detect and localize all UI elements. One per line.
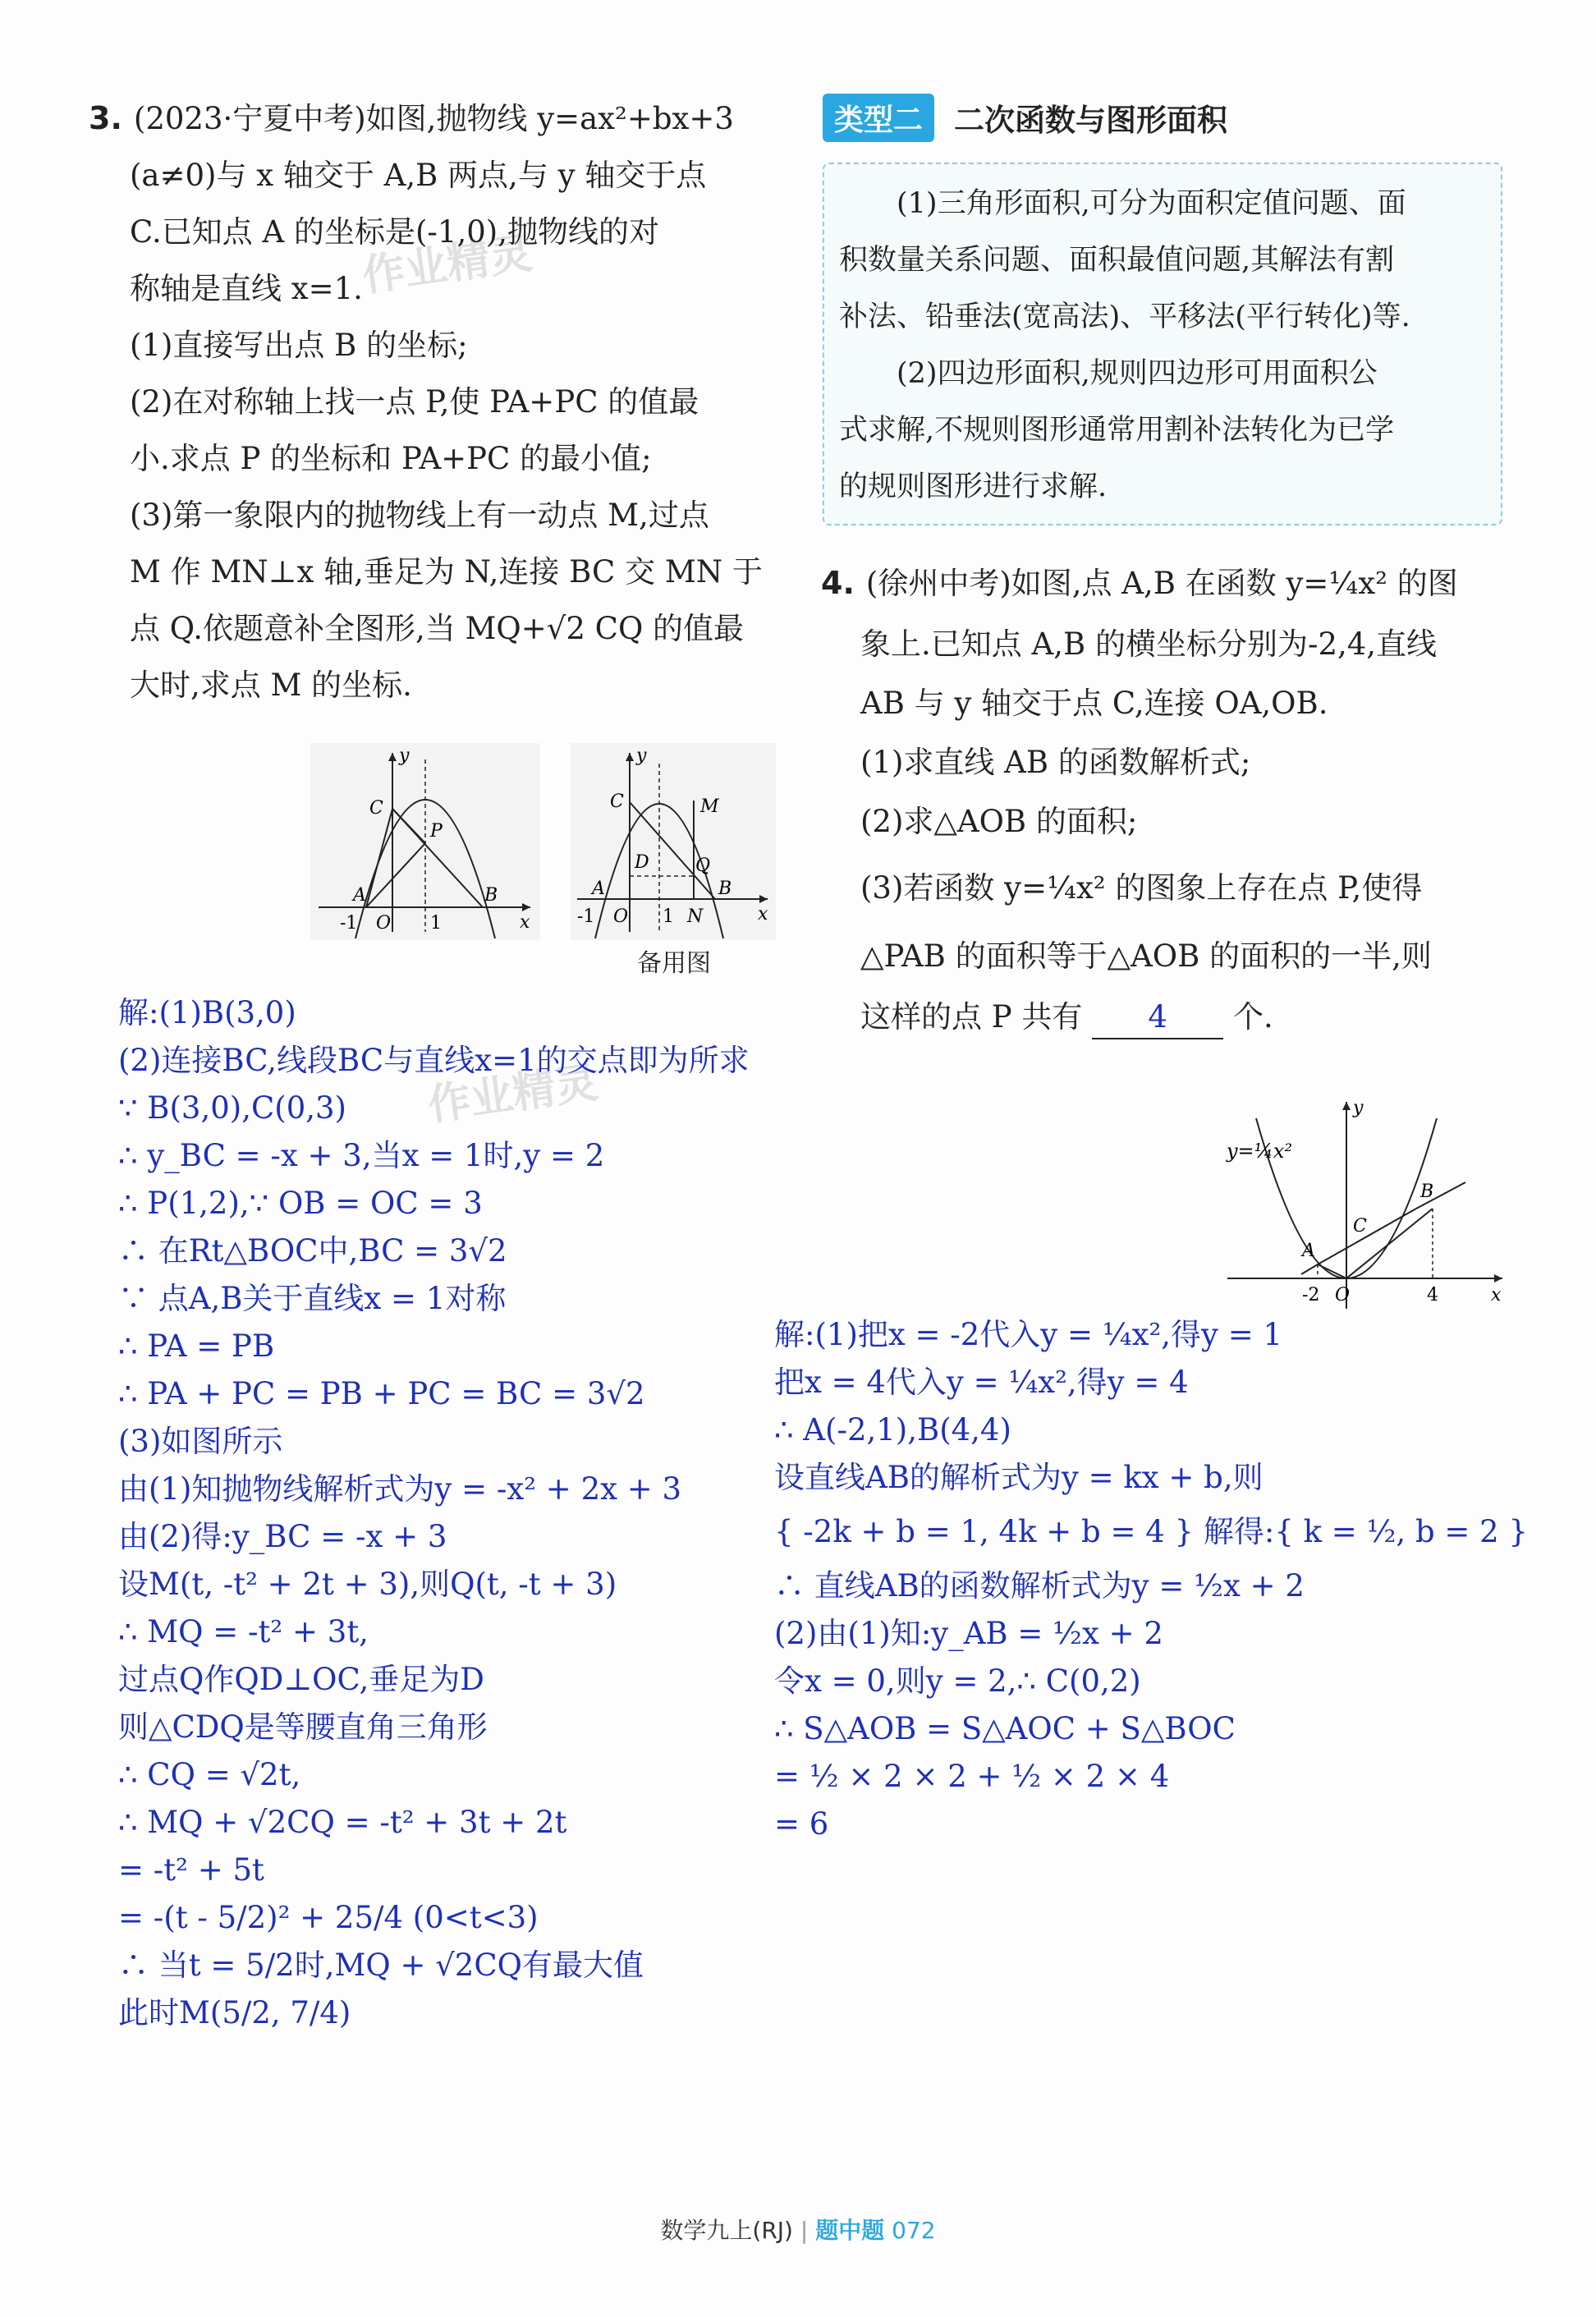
x-axis-label: x <box>520 912 530 933</box>
tick-one: 1 <box>430 913 442 934</box>
watermark: 作业精灵 <box>424 1058 601 1131</box>
page-footer: 数学九上(RJ) | 题中题 072 <box>660 2217 936 2244</box>
tick-minus-one: -1 <box>340 913 358 934</box>
solution-q3: 解:(1)B(3,0) (2)连接BC,线段BC与直线x=1的交点即为所求 ∵ B(3,0),C(0,3) ∴ y_BC = -x + 3,当x = 1时,y = 2 ∴ P(1,2),∵ OB = OC = 3 ∴ 在Rt△BOC中,BC = 3√2 ∵ 点A,B关于直线x = 1对称 ∴ PA = PB ∴ PA + PC = PB + PC = BC = 3√2 (3)如图所示 由(1)知抛物线解析式为y = -x² + 2x + 3 由(2)得:y_BC = -x + 3 设M(t, -t² + 2t + 3),则Q(t, -t + 3) ∴ MQ = -t² + 3t, 过点Q作QD⊥OC,垂足为D 则△CDQ是等腰直角三角形 ∴ CQ = √2t, ∴ MQ + √2CQ = -t² + 3t + 2t = -t² + 5t = -(t - 5/2)² + 25/4 (0<t<3) ∴ 当t = 5/2时,MQ + √2CQ有最大值 此时M(5/2, 7/4) <box>118 995 750 2030</box>
question-number: 4. <box>821 565 855 601</box>
question-line: AB 与 y 轴交于点 C,连接 OA,OB. <box>860 686 1328 721</box>
question-number: 3. <box>89 100 122 136</box>
point-n-label: N <box>687 906 704 927</box>
point-a-label: A <box>353 885 366 906</box>
point-a-label: A <box>592 879 605 899</box>
point-b-label: B <box>718 879 732 899</box>
question-line: 小.求点 P 的坐标和 PA+PC 的最小值; <box>130 441 652 476</box>
method-tip-box: (1)三角形面积,可分为面积定值问题、面 积数量关系问题、面积最值问题,其解法有割 补法、铅垂法(宽高法)、平移法(平行转化)等. (2)四边形面积,规则四边形可用面积公 式求解,不规则图形通常用割补法转化为已学 的规则图形进行求解. <box>823 163 1502 525</box>
x-axis-label: x <box>758 904 768 925</box>
question-line: (a≠0)与 x 轴交于 A,B 两点,与 y 轴交于点 <box>130 158 707 193</box>
footer-section: 题中题 <box>815 2217 885 2244</box>
point-c-label: C <box>369 798 383 819</box>
question-line: 3. (2023·宁夏中考)如图,抛物线 y=ax²+bx+3 <box>89 100 734 136</box>
point-q-label: Q <box>695 856 711 876</box>
question-line: C.已知点 A 的坐标是(-1,0),抛物线的对 <box>130 214 659 250</box>
section-title: 二次函数与图形面积 <box>954 103 1228 138</box>
point-d-label: D <box>635 852 649 873</box>
question-line: △PAB 的面积等于△AOB 的面积的一半,则 <box>860 938 1432 974</box>
question-line: 点 Q.依题意补全图形,当 MQ+√2 CQ 的值最 <box>130 611 745 646</box>
answer-blank: 4 <box>1092 997 1223 1039</box>
tick-one: 1 <box>663 906 674 927</box>
page-number: 072 <box>892 2217 936 2244</box>
point-c-label: C <box>610 791 624 812</box>
question-line: (1)求直线 AB 的函数解析式; <box>860 745 1251 780</box>
origin-label: O <box>613 906 629 927</box>
point-b-label: B <box>484 885 498 906</box>
origin-label: O <box>1335 1285 1351 1305</box>
tick-minus-one: -1 <box>577 906 595 927</box>
question-line: (3)第一象限内的抛物线上有一动点 M,过点 <box>130 498 709 533</box>
point-b-label: B <box>1420 1181 1434 1202</box>
footer-subject: 数学九上(RJ) <box>660 2217 793 2244</box>
figure-parabola-p <box>310 743 540 940</box>
question-line: 象上.已知点 A,B 的横坐标分别为-2,4,直线 <box>860 626 1438 662</box>
y-axis-label: y <box>1353 1098 1364 1118</box>
figure-caption: 备用图 <box>637 949 711 978</box>
section-header <box>821 90 1519 145</box>
question-line: 4. (徐州中考)如图,点 A,B 在函数 y=¼x² 的图 <box>821 565 1458 601</box>
question-line: 大时,求点 M 的坐标. <box>130 668 412 703</box>
y-axis-label: y <box>636 746 647 766</box>
point-p-label: P <box>430 821 443 842</box>
point-c-label: C <box>1353 1216 1367 1236</box>
question-line: 这样的点 P 共有 4 个. <box>821 988 1519 1047</box>
question-line: (1)直接写出点 B 的坐标; <box>130 328 468 363</box>
watermark: 作业精灵 <box>359 228 535 302</box>
figure-quarter-parabola <box>1223 1094 1511 1315</box>
function-label: y=¼x² <box>1227 1140 1293 1163</box>
solution-q4: 解:(1)把x = -2代入y = ¼x²,得y = 1 把x = 4代入y = ¼x²,得y = 4 ∴ A(-2,1),B(4,4) 设直线AB的解析式为y = kx + b,则 { -2k + b = 1, 4k + b = 4 } 解得:{ k = ½, b = 2 } ∴ 直线AB的函数解析式为y = ½x + 2 (2)由(1)知:y_AB = ½x + 2 令x = 0,则y = 2,∴ C(0,2) ∴ S△AOB = S△AOC + S△BOC = ½ × 2 × 2 + ½ × 2 × 4 = 6 <box>774 1317 1529 1842</box>
question-line: 称轴是直线 x=1. <box>130 271 363 306</box>
question-4 <box>821 552 1519 1047</box>
question-3 <box>90 90 796 713</box>
point-a-label: A <box>1302 1241 1315 1261</box>
x-axis-label: x <box>1491 1285 1502 1305</box>
origin-label: O <box>376 913 392 934</box>
question-line: (2)在对称轴上找一点 P,使 PA+PC 的值最 <box>130 384 699 420</box>
right-column <box>821 90 1519 1047</box>
question-line: (2)求△AOB 的面积; <box>860 804 1138 839</box>
type-badge: 类型二 <box>823 94 934 142</box>
question-line: (3)若函数 y=¼x² 的图象上存在点 P,使得 <box>860 870 1423 906</box>
question-line: M 作 MN⊥x 轴,垂足为 N,连接 BC 交 MN 于 <box>130 554 763 590</box>
point-m-label: M <box>700 796 719 817</box>
tick-minus-two: -2 <box>1302 1285 1320 1305</box>
figure-backup <box>571 743 776 940</box>
y-axis-label: y <box>399 746 410 766</box>
tick-four: 4 <box>1427 1285 1438 1305</box>
